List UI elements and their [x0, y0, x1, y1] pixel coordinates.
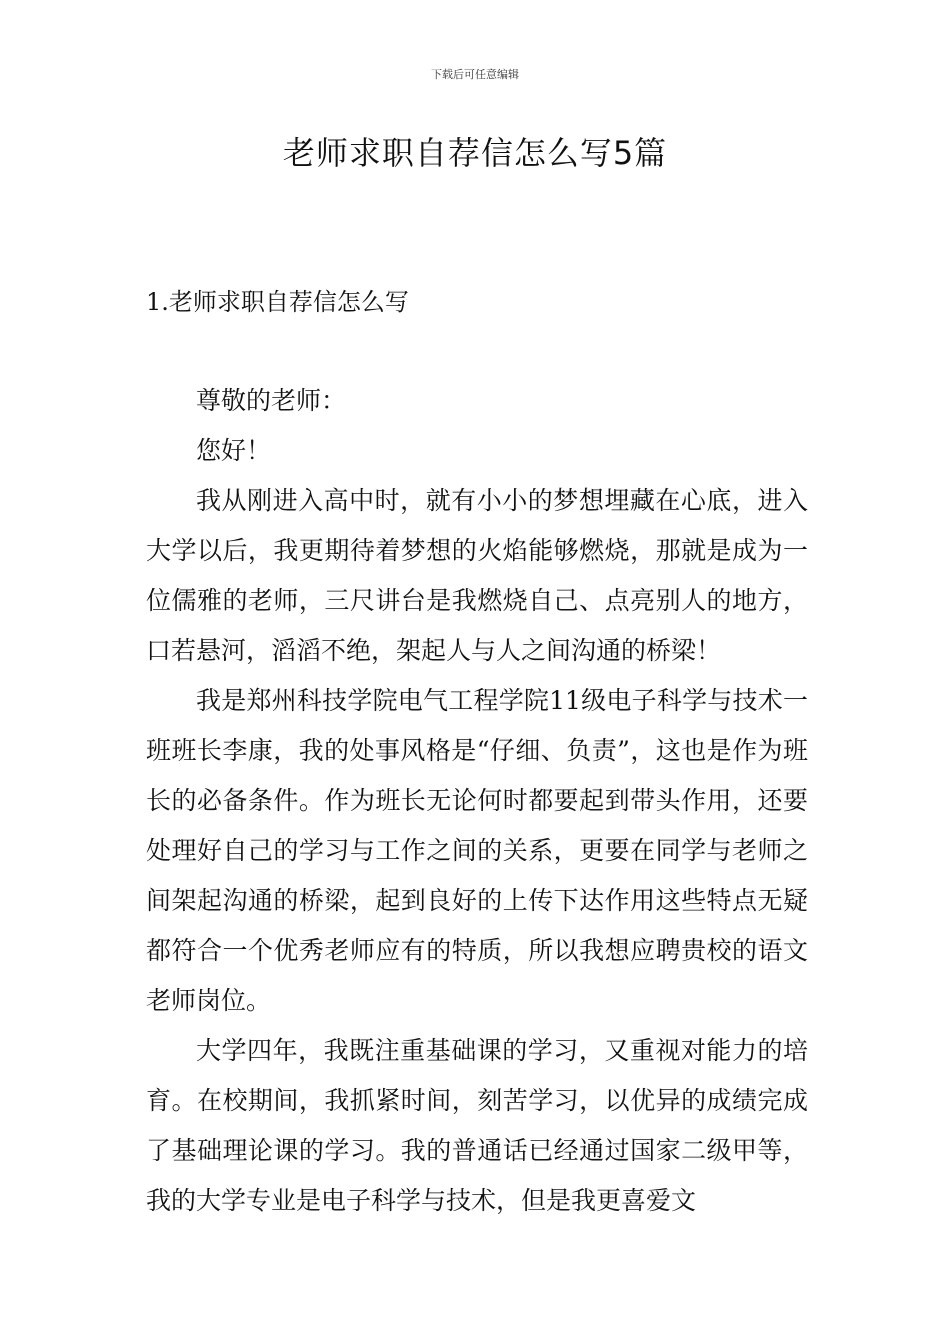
paragraph-dream: 我从刚进入高中时，就有小小的梦想埋藏在心底，进入大学以后，我更期待着梦想的火焰能够燃烧，那就是成为一位儒雅的老师，三尺讲台是我燃烧自己、点亮别人的地方，口若悬河，滔滔不绝，架起人与人之间沟通的桥梁！ [146, 486, 808, 665]
letter-body [146, 376, 808, 1226]
paragraph-introduction: 我是郑州科技学院电气工程学院11级电子科学与技术一班班长李康，我的处事风格是“仔细、负责”，这也是作为班长的必备条件。作为班长无论何时都要起到带头作用，还要处理好自己的学习与工作之间的关系，更要在同学与老师之间架起沟通的桥梁，起到良好的上传下达作用这些特点无疑都符合一个优秀老师应有的特质，所以我想应聘贵校的语文老师岗位。 [146, 686, 808, 1015]
salutation: 尊敬的老师： [196, 386, 347, 415]
header-note: 下载后可任意编辑 [431, 68, 519, 81]
section-heading: 1.老师求职自荐信怎么写 [146, 288, 409, 316]
greeting: 您好！ [196, 436, 272, 465]
document-title: 老师求职自荐信怎么写5篇 [282, 134, 668, 172]
paragraph-university: 大学四年，我既注重基础课的学习，又重视对能力的培育。在校期间，我抓紧时间，刻苦学习，以优异的成绩完成了基础理论课的学习。我的普通话已经通过国家二级甲等，我的大学专业是电子科学与技术，但是我更喜爱文 [146, 1036, 808, 1215]
